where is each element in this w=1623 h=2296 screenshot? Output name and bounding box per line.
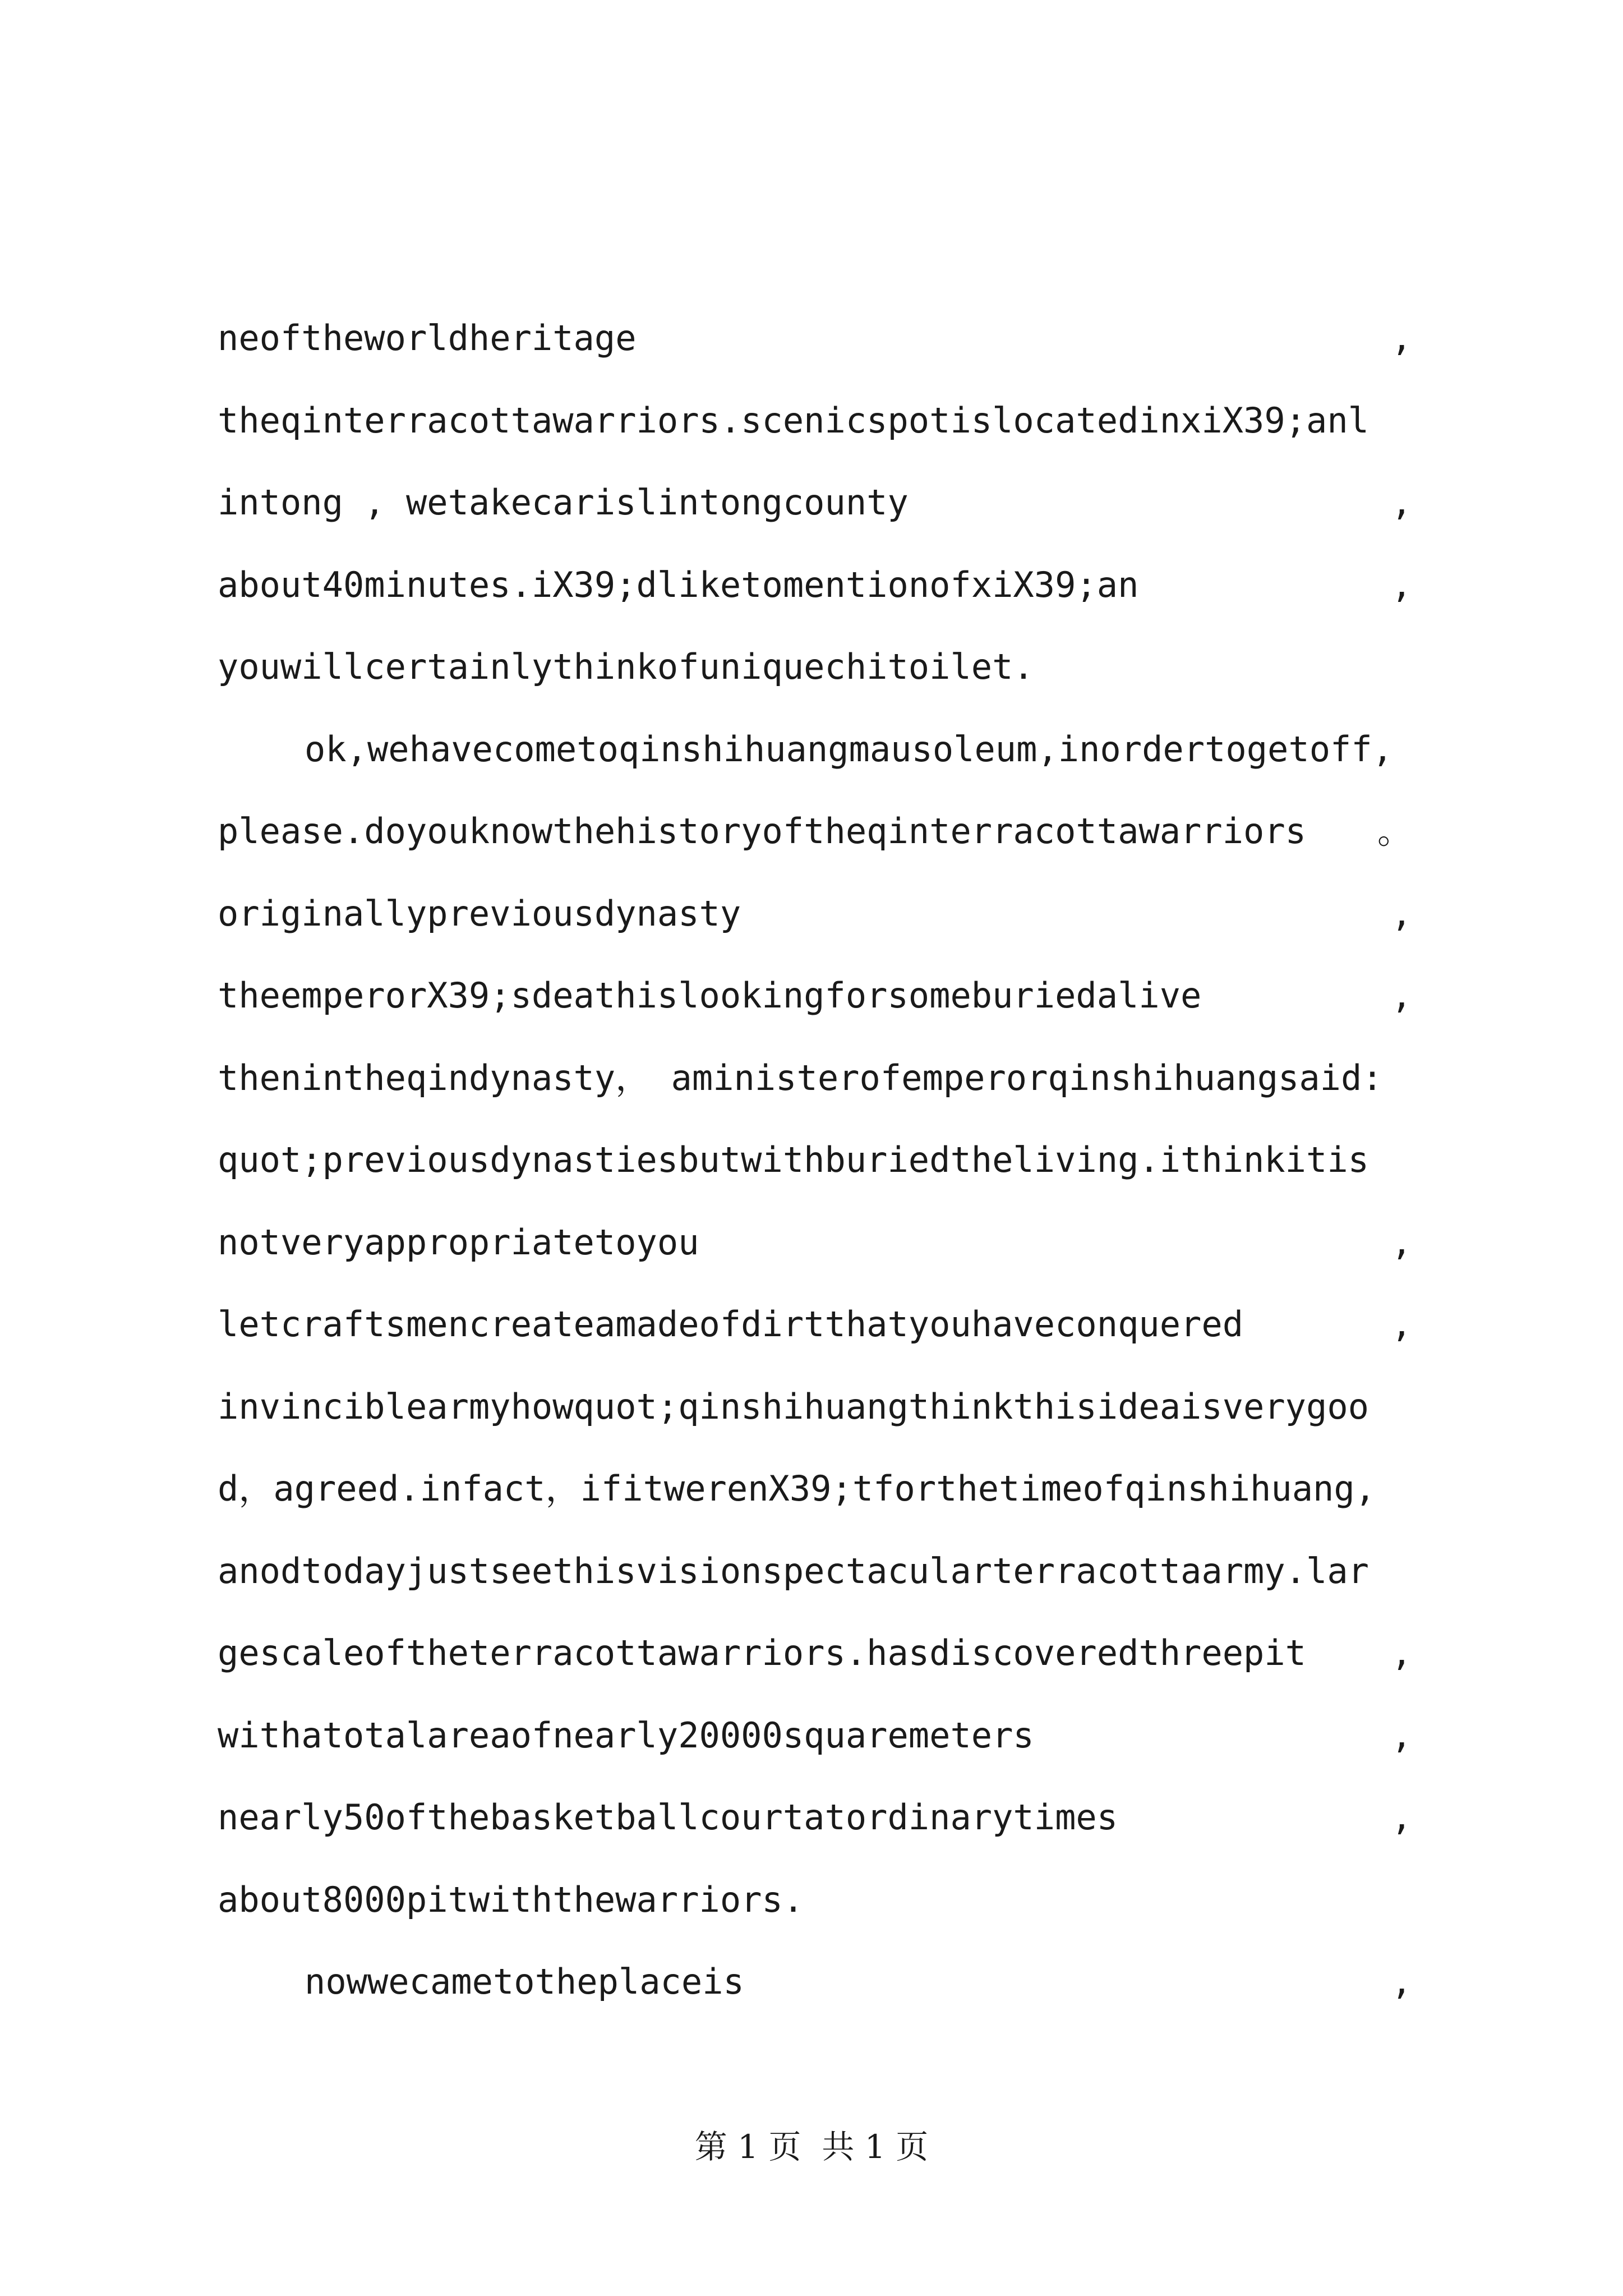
line-punctuation: ,	[1391, 1221, 1412, 1263]
paragraph-start-line	[218, 1941, 1412, 2023]
text-line	[218, 544, 1412, 627]
line-text: intong , wetakecarislintongcounty	[218, 482, 909, 523]
line-text: gescaleoftheterracottawarriors.hasdiscoveredthreepit	[218, 1632, 1307, 1673]
line-text: neoftheworldheritage	[218, 318, 637, 358]
line-punctuation: ,	[1391, 892, 1412, 934]
text-line	[218, 380, 1412, 462]
line-text: notveryappropriatetoyou	[218, 1221, 699, 1263]
line-text: theqinterracottawarriors.scenicspotislocatedinxiX39;anl	[218, 399, 1369, 441]
text-line	[218, 790, 1412, 873]
text-line	[218, 1202, 1412, 1284]
line-punctuation: ,	[1391, 318, 1412, 358]
line-text: withatotalareaofnearly20000squaremeters	[218, 1714, 1034, 1756]
text-line	[218, 1283, 1412, 1366]
line-text: youwillcertainlythinkofuniquechitoilet.	[218, 646, 1034, 687]
line-text: invinciblearmyhowquot;qinshihuangthinkthisideaisverygoo	[218, 1386, 1369, 1427]
text-line	[218, 1777, 1412, 1859]
line-text: about40minutes.iX39;dliketomentionofxiX39;an	[218, 564, 1139, 605]
line-text: d，agreed.infact，ifitwerenX39;tforthetimeofqinshihuang,	[218, 1468, 1376, 1509]
line-punctuation: ,	[1391, 1632, 1412, 1673]
text-line	[218, 873, 1412, 955]
text-line	[218, 297, 1412, 380]
line-punctuation: ,	[1391, 482, 1412, 523]
line-text: anodtodayjustseethisvisionspectacularterracottaarmy.lar	[218, 1550, 1369, 1591]
text-line	[218, 1695, 1412, 1777]
line-text: thenintheqindynasty， aministerofemperorqinshihuangsaid:	[218, 1057, 1383, 1098]
line-text: letcraftsmencreateamadeofdirtthatyouhaveconquered	[218, 1304, 1244, 1345]
line-text: please.doyouknowthehistoryoftheqinterracottawarriors	[218, 811, 1307, 852]
line-text: ok,wehavecometoqinshihuangmausoleum,inordertogetoff,	[305, 728, 1394, 770]
text-line	[218, 1366, 1412, 1448]
line-punctuation: ,	[1391, 564, 1412, 605]
line-text: about8000pitwiththewarriors.	[218, 1879, 804, 1920]
line-punctuation: ,	[1391, 1961, 1412, 2002]
line-punctuation: ,	[1391, 1797, 1412, 1838]
text-line	[218, 462, 1412, 544]
text-line	[218, 1448, 1412, 1530]
text-line	[218, 1859, 1412, 1941]
line-punctuation: ,	[1391, 975, 1412, 1016]
text-line	[218, 1037, 1412, 1120]
text-line	[218, 955, 1412, 1037]
paragraph-start-line	[218, 708, 1412, 791]
text-line	[218, 1612, 1412, 1695]
line-punctuation: 。	[1377, 811, 1412, 852]
line-text: nowwecametotheplaceis	[305, 1961, 744, 2002]
page-footer: 第 1 页 共 1 页	[694, 2128, 929, 2166]
line-text: originallypreviousdynasty	[218, 892, 741, 934]
document-body	[218, 297, 1412, 2023]
text-line	[218, 626, 1412, 708]
line-punctuation: ,	[1391, 1714, 1412, 1756]
line-text: nearly50ofthebasketballcourtatordinarytimes	[218, 1797, 1118, 1838]
line-text: theemperorX39;sdeathislookingforsomeburiedalive	[218, 975, 1202, 1016]
line-punctuation: ,	[1391, 1304, 1412, 1345]
line-text: quot;previousdynastiesbutwithburiedtheliving.ithinkitis	[218, 1139, 1369, 1180]
text-line	[218, 1530, 1412, 1613]
text-line	[218, 1119, 1412, 1202]
